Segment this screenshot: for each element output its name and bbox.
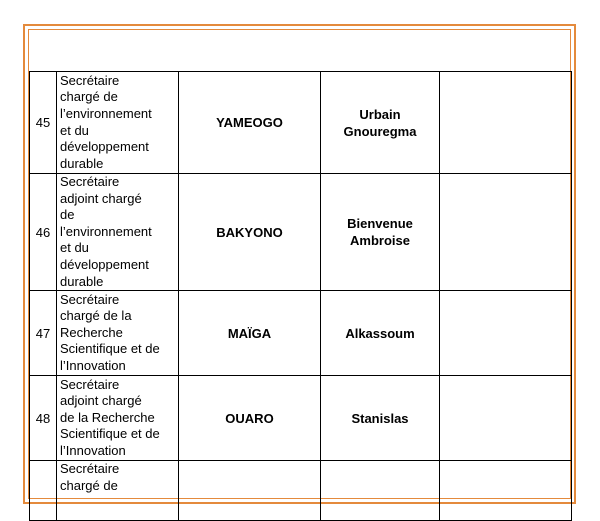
first-name-cell bbox=[321, 174, 440, 291]
role-cell bbox=[57, 376, 179, 461]
role-line: et du bbox=[60, 240, 89, 256]
first-name-cell bbox=[321, 72, 440, 174]
role-line: Scientifique et de bbox=[60, 426, 160, 442]
last-name-cell: OUARO bbox=[179, 376, 321, 461]
empty-cell bbox=[440, 376, 572, 461]
first-name-cell bbox=[321, 291, 440, 376]
row-number: 47 bbox=[30, 291, 57, 376]
role-cell bbox=[57, 72, 179, 174]
role-cell bbox=[57, 461, 179, 521]
first-name-line: Urbain bbox=[359, 106, 401, 122]
first-name-cell bbox=[321, 376, 440, 461]
role-line: Secrétaire bbox=[60, 376, 120, 392]
role-line: développement bbox=[60, 256, 149, 272]
role-cell bbox=[57, 174, 179, 291]
role-line: chargé de bbox=[60, 89, 118, 105]
table-row bbox=[30, 376, 572, 461]
role-line: Secrétaire bbox=[60, 72, 120, 88]
first-name-line: Alkassoum bbox=[345, 325, 415, 341]
role-line: Recherche bbox=[60, 324, 123, 340]
members-table bbox=[29, 71, 572, 521]
role-line: l’environnement bbox=[60, 223, 152, 239]
role-line: de la Recherche bbox=[60, 409, 155, 425]
table-row bbox=[30, 291, 572, 376]
role-line: chargé de la bbox=[60, 308, 132, 324]
role-line: l’Innovation bbox=[60, 358, 126, 374]
last-name-cell: YAMEOGO bbox=[179, 72, 321, 174]
table-row bbox=[30, 174, 572, 291]
first-name-line: Bienvenue bbox=[347, 216, 413, 232]
first-name-cell bbox=[321, 461, 440, 521]
row-number bbox=[30, 461, 57, 521]
role-line: de bbox=[60, 207, 75, 223]
role-line: l’environnement bbox=[60, 105, 152, 121]
role-line: adjoint chargé bbox=[60, 393, 142, 409]
last-name-cell: MAÏGA bbox=[179, 291, 321, 376]
table-row bbox=[30, 461, 572, 521]
role-cell bbox=[57, 291, 179, 376]
first-name-line: Gnouregma bbox=[343, 123, 417, 139]
empty-cell bbox=[440, 291, 572, 376]
role-line: durable bbox=[60, 155, 104, 171]
role-line: durable bbox=[60, 273, 104, 289]
role-line: adjoint chargé bbox=[60, 190, 142, 206]
last-name-cell bbox=[179, 461, 321, 521]
role-line: Secrétaire bbox=[60, 291, 120, 307]
role-line: développement bbox=[60, 139, 149, 155]
role-line: chargé de bbox=[60, 477, 118, 493]
table-row bbox=[30, 72, 572, 174]
role-line: l’Innovation bbox=[60, 443, 126, 459]
role-line: et du bbox=[60, 122, 89, 138]
empty-cell bbox=[440, 72, 572, 174]
empty-cell bbox=[440, 461, 572, 521]
role-line: Secrétaire bbox=[60, 461, 120, 477]
row-number: 48 bbox=[30, 376, 57, 461]
first-name-line: Ambroise bbox=[350, 233, 410, 249]
first-name-line: Stanislas bbox=[351, 410, 409, 426]
row-number: 46 bbox=[30, 174, 57, 291]
role-line: Secrétaire bbox=[60, 174, 120, 189]
role-line: Scientifique et de bbox=[60, 341, 160, 357]
row-number: 45 bbox=[30, 72, 57, 174]
last-name-cell: BAKYONO bbox=[179, 174, 321, 291]
empty-cell bbox=[440, 174, 572, 291]
